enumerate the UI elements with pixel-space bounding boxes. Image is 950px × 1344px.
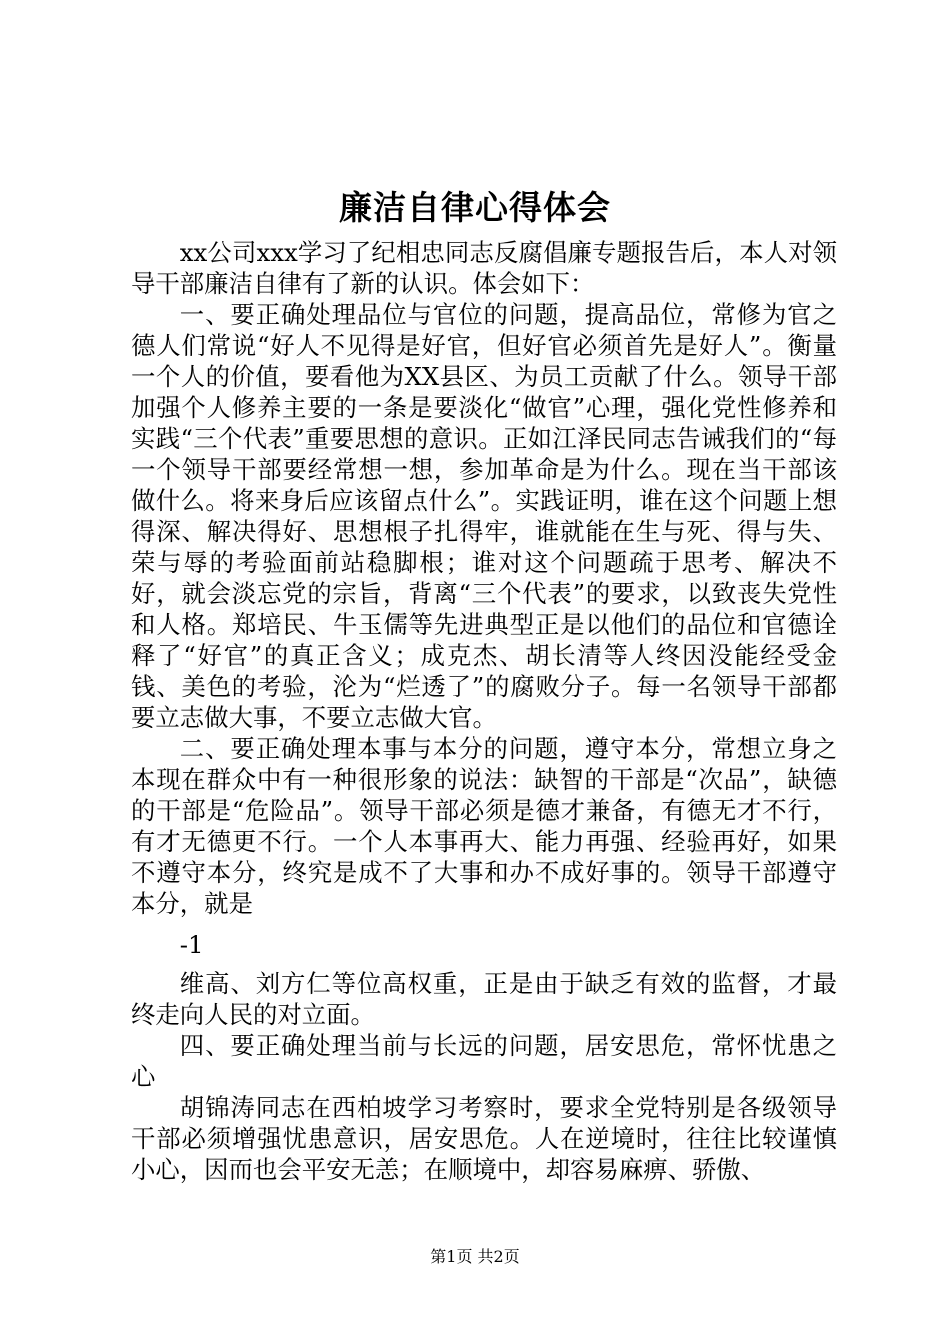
paragraph-section-1: 一、要正确处理品位与官位的问题，提高品位，常修为官之德人们常说“好人不见得是好官，但好官必须首先是好人”。衡量一个人的价值，要看他为XX县区、为员工贡献了什么。领导干部加强个人修养主要的一条是要淡化“做官”心理，强化党性修养和实践“三个代表”重要思想的意识。正如江泽民同志告诫我们的“每一个领导干部要经常想一想，参加革命是为什么。现在当干部该做什么。将来身后应该留点什么”。实践证明，谁在这个问题上想得深、解决得好、思想根子扎得牢，谁就能在生与死、得与失、荣与辱的考验面前站稳脚根；谁对这个问题疏于思考、解决不好，就会淡忘党的宗旨，背离“三个代表”的要求，以致丧失党性和人格。郑培民、牛玉儒等先进典型正是以他们的品位和官德诠释了“好官”的真正含义；成克杰、胡长清等人终因没能经受金钱、美色的考验，沦为“烂透了”的腐败分子。每一名领导干部都要立志做大事，不要立志做大官。 (131, 300, 837, 732)
document-body (131, 237, 837, 1185)
paragraph-section-4: 胡锦涛同志在西柏坡学习考察时，要求全党特别是各级领导干部必须增强忧患意识，居安思危。人在逆境时，往往比较谨慎小心，因而也会平安无恙；在顺境中，却容易麻痹、骄傲、 (131, 1093, 837, 1184)
document-title: 廉洁自律心得体会 (339, 188, 611, 227)
paragraph-continuation: 维高、刘方仁等位高权重，正是由于缺乏有效的监督，才最终走向人民的对立面。 (131, 969, 837, 1029)
paragraph-section-4-heading: 四、要正确处理当前与长远的问题，居安思危，常怀忧患之心 (131, 1031, 837, 1091)
page-footer: 第1页 共2页 (430, 1247, 520, 1266)
paragraph-section-2: 二、要正确处理本事与本分的问题，遵守本分，常想立身之本现在群众中有一种很形象的说法：缺智的干部是“次品”，缺德的干部是“危险品”。领导干部必须是德才兼备，有德无才不行，有才无德更不行。一个人本事再大、能力再强、经验再好，如果不遵守本分，终究是成不了大事和办不成好事的。领导干部遵守本分，就是 (131, 734, 837, 918)
page-marker: -1 (179, 930, 204, 959)
paragraph-intro: xx公司xxx学习了纪相忠同志反腐倡廉专题报告后，本人对领导干部廉洁自律有了新的认识。体会如下： (131, 238, 837, 298)
